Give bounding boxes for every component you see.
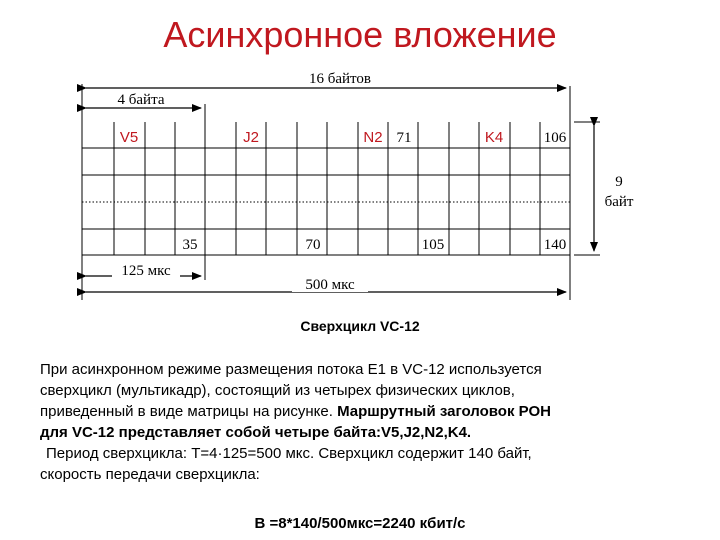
byte-number-106: 106 [543,130,567,146]
header-byte-n2: N2 [363,129,383,146]
paragraph-line-4-bold: для VC-12 представляет собой четыре байта:V5,J2,N2,K4. [40,424,472,441]
byte-number-70: 70 [305,237,321,253]
paragraph-line-3-bold: Маршрутный заголовок РОН [337,403,551,420]
paragraph-line-1: При асинхронном режиме размещения потока E1 в VC-12 используется [40,361,542,378]
diagram-caption: Сверхцикл VC-12 [300,318,420,334]
dim-9-bytes [574,122,640,255]
dim-9-bytes-number: 9 [615,174,623,190]
byte-number-140: 140 [543,237,567,253]
byte-number-105: 105 [421,237,445,253]
paragraph-line-3-text: приведенный в виде матрицы на рисунке. [40,403,338,420]
dim-16-bytes-label: 16 байтов [308,71,372,87]
paragraph-line-4 [40,422,700,443]
byte-number-35: 35 [182,237,198,253]
paragraph-line-5: Период сверхцикла: T=4·125=500 мкс. Сверхцикл содержит 140 байт, [46,445,532,462]
paragraph-line-3 [40,401,700,422]
explanation-paragraph [40,359,700,485]
bitrate-formula: B =8*140/500мкс=2240 кбит/с [254,515,466,532]
dim-9-bytes-unit: байт [604,194,634,210]
dim-500-us-label: 500 мкс [305,277,355,293]
byte-number-71: 71 [396,130,412,146]
header-byte-k4: K4 [484,129,504,146]
header-byte-v5: V5 [119,129,139,146]
header-byte-j2: J2 [243,129,259,146]
paragraph-line-2: сверхцикл (мультикадр), состоящий из четырех физических циклов, [40,382,515,399]
dim-125-us [82,255,205,300]
dim-125-us-label: 125 мкс [121,263,171,279]
dim-4-bytes [86,91,205,122]
byte-matrix-grid [82,148,570,255]
slide-title: Асинхронное вложение [163,14,557,55]
paragraph-line-6: скорость передачи сверхцикла: [40,466,260,483]
dim-4-bytes-label: 4 байта [117,92,165,108]
